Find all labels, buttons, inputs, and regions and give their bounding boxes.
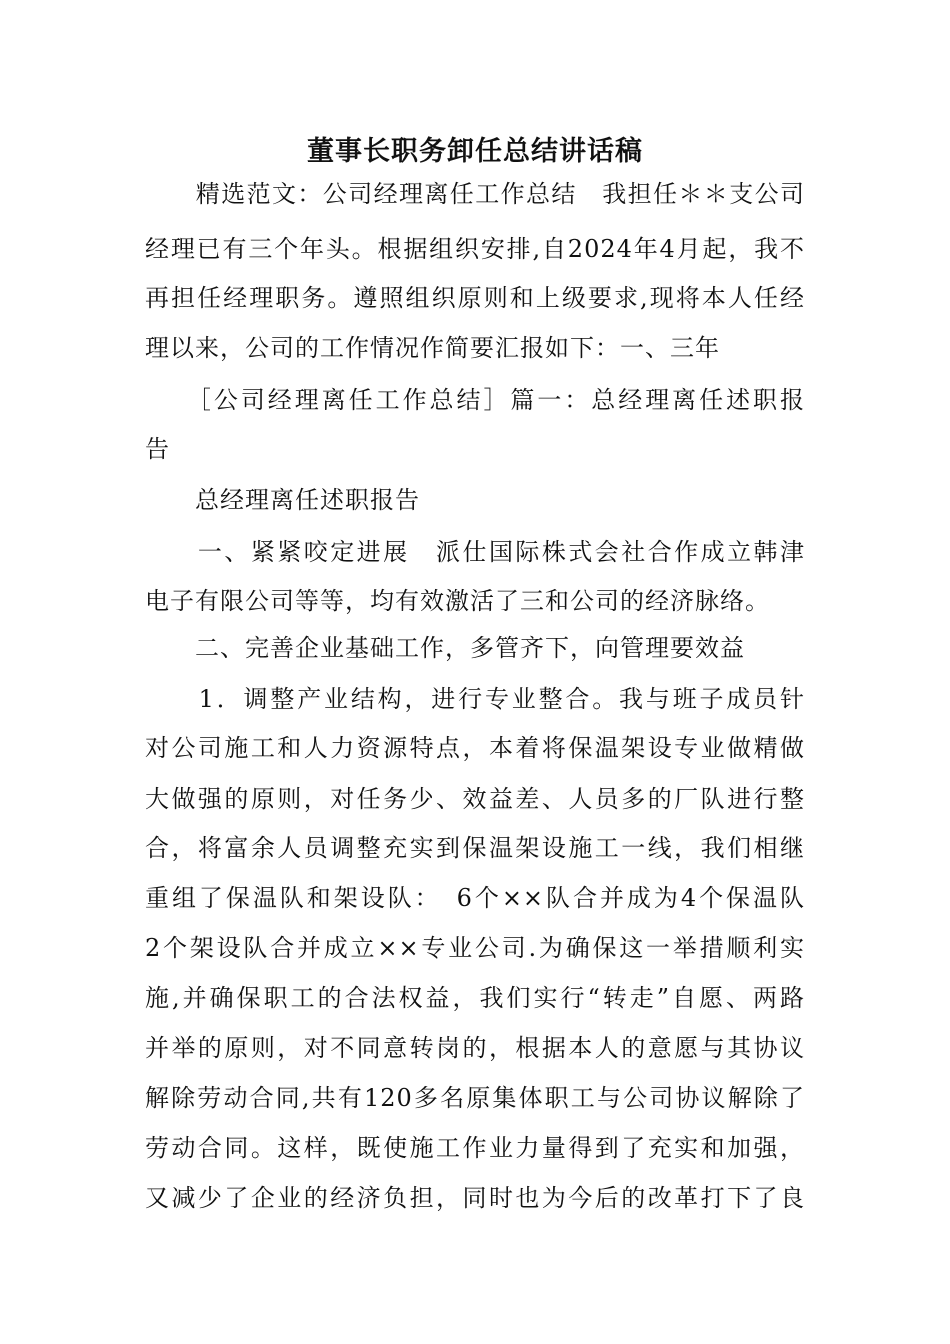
body-line: 一、紧紧咬定进展 派仕国际株式会社合作成立韩津 — [145, 538, 805, 566]
body-line: 二、完善企业基础工作，多管齐下，向管理要效益 — [145, 634, 745, 662]
body-line: 又减少了企业的经济负担，同时也为今后的改革打下了良 — [145, 1184, 805, 1212]
body-line: 再担任经理职务。遵照组织原则和上级要求,现将本人任经 — [145, 284, 805, 312]
body-line: 告 — [145, 435, 170, 463]
body-line: 2个架设队合并成立××专业公司.为确保这一举措顺利实 — [145, 934, 805, 962]
body-line: 合，将富余人员调整充实到保温架设施工一线，我们相继 — [145, 834, 805, 862]
body-line: 解除劳动合同,共有120多名原集体职工与公司协议解除了 — [145, 1084, 805, 1112]
body-line: 重组了保温队和架设队： 6个××队合并成为4个保温队 — [145, 884, 805, 912]
body-line: 大做强的原则，对任务少、效益差、人员多的厂队进行整 — [145, 785, 805, 813]
body-line: 总经理离任述职报告 — [145, 486, 420, 514]
body-line: 电子有限公司等等，均有效激活了三和公司的经济脉络。 — [145, 587, 770, 615]
body-line: 对公司施工和人力资源特点，本着将保温架设专业做精做 — [145, 734, 805, 762]
body-line: 经理已有三个年头。根据组织安排,自2024年4月起，我不 — [145, 235, 805, 263]
body-line: 理以来，公司的工作情况作简要汇报如下：一、三年 — [145, 334, 720, 362]
body-line: 精选范文：公司经理离任工作总结 我担任＊＊支公司 — [145, 180, 805, 208]
body-line: 1．调整产业结构，进行专业整合。我与班子成员针 — [145, 685, 805, 713]
body-line: 劳动合同。这样，既使施工作业力量得到了充实和加强， — [145, 1134, 805, 1162]
document-title: 董事长职务卸任总结讲话稿 — [307, 136, 643, 167]
body-line: 施,并确保职工的合法权益，我们实行“转走”自愿、两路 — [145, 984, 805, 1012]
body-line: ［公司经理离任工作总结］篇一：总经理离任述职报 — [145, 386, 805, 414]
body-line: 并举的原则，对不同意转岗的，根据本人的意愿与其协议 — [145, 1034, 805, 1062]
